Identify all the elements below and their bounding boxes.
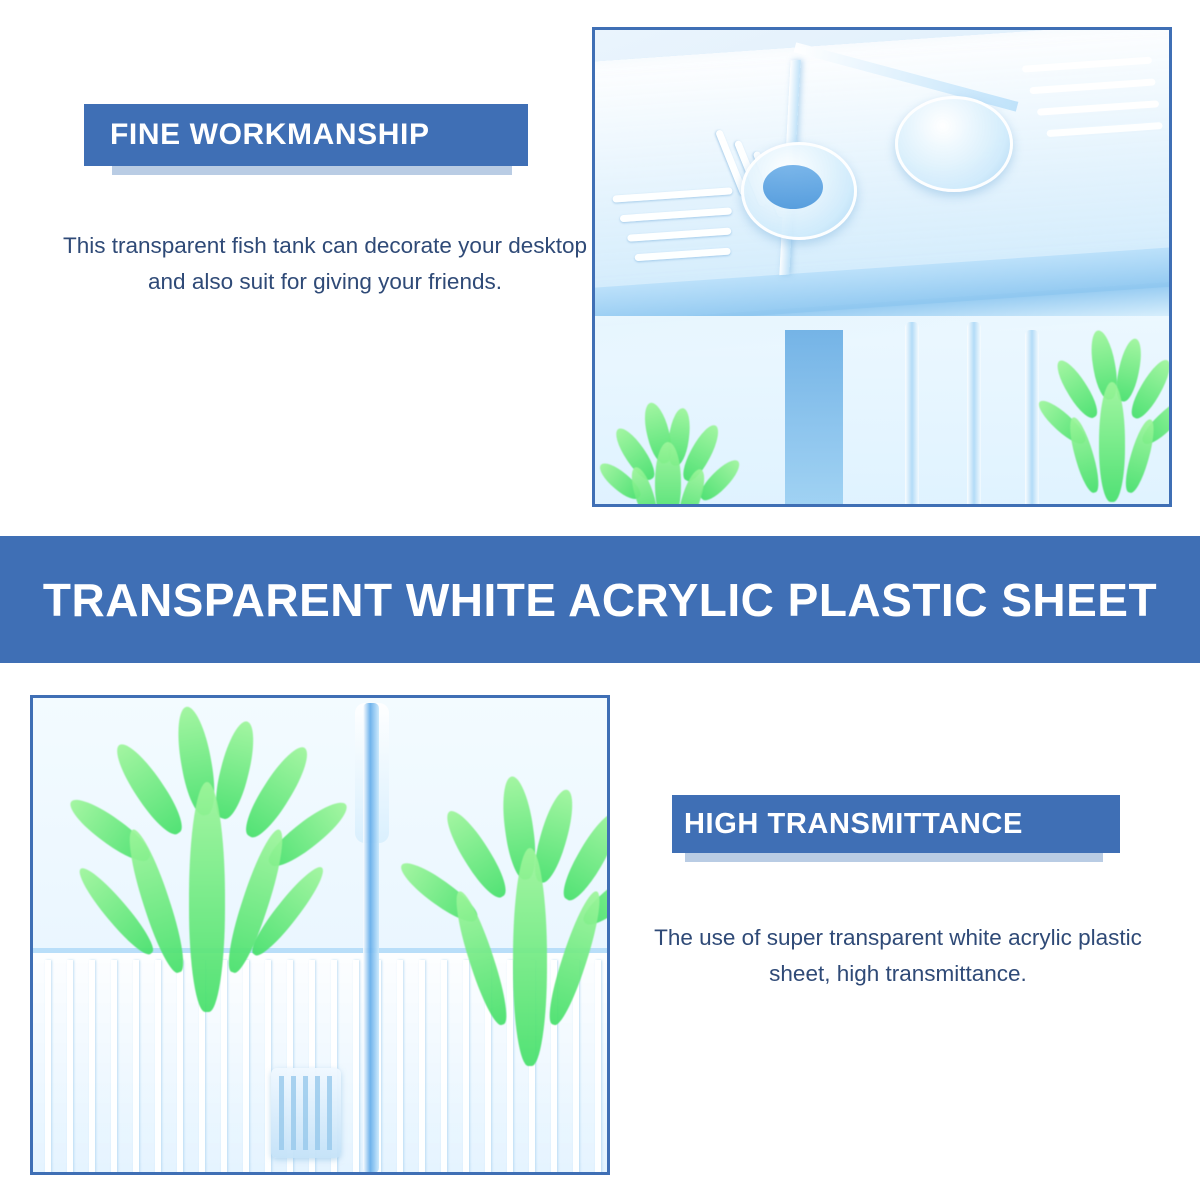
tank-tube-a [905, 322, 919, 507]
feeding-cup-back [895, 96, 1013, 192]
plant-interior-right [413, 776, 610, 1076]
section-two-heading: HIGH TRANSMITTANCE [672, 795, 1120, 853]
tank-blue-panel [785, 330, 843, 507]
tank-tube-c [1025, 330, 1039, 507]
pump-housing [271, 1068, 341, 1158]
section-one-heading: FINE WORKMANSHIP [84, 104, 528, 166]
section-one-body-text: This transparent fish tank can decorate your desktop and also suit for giving your friends. [62, 233, 588, 294]
section-two-body-text: The use of super transparent white acrylic plastic sheet, high transmittance. [654, 925, 1142, 986]
product-photo-interior [30, 695, 610, 1175]
lid-vent-slots-right [1021, 47, 1172, 168]
section-fine-workmanship [0, 0, 1200, 522]
tank-tube-b [967, 322, 981, 507]
plant-right [1045, 330, 1172, 507]
main-banner-text: TRANSPARENT WHITE ACRYLIC PLASTIC SHEET [42, 573, 1158, 626]
filter-tube [363, 703, 379, 1173]
product-photo-lid [592, 27, 1172, 507]
plant-interior-left [81, 706, 341, 1026]
section-one-heading-underline [112, 166, 512, 175]
plant-left [607, 402, 747, 507]
feeding-cup-front-water [763, 165, 823, 209]
section-two-heading-underline [685, 853, 1103, 862]
main-banner [0, 536, 1200, 663]
